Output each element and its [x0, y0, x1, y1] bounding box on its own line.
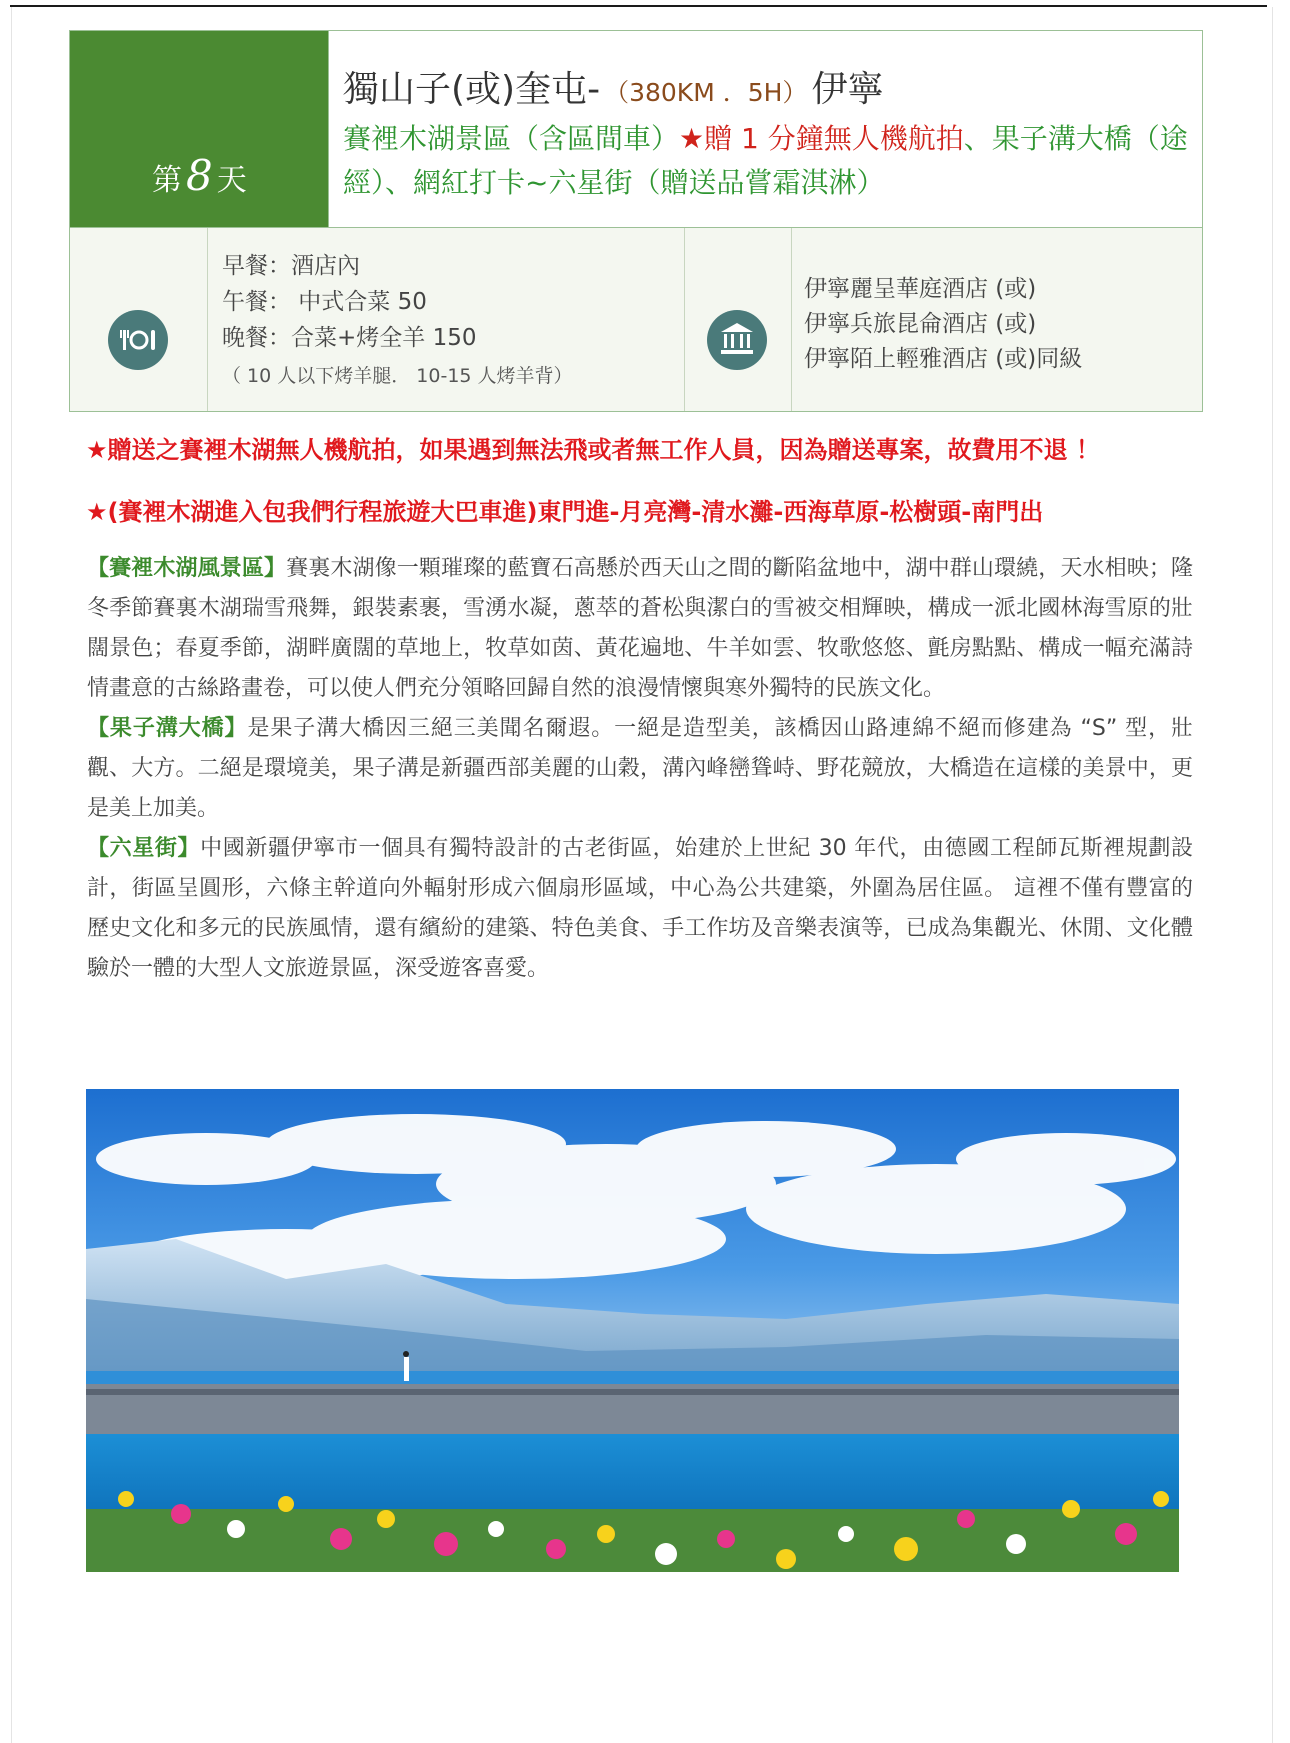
description — [87, 549, 1193, 989]
paragraph-liuxing-street — [87, 829, 1193, 989]
hotels-cell — [792, 228, 1202, 411]
spots-gift: ★贈 1 分鐘無人機航拍 — [679, 122, 964, 155]
paragraph-heading: 【賽裡木湖風景區】 — [87, 556, 287, 581]
meal-lunch: 午餐： 中式合菜 50 — [222, 289, 427, 315]
route-to: 伊寧 — [811, 69, 884, 110]
meal-icon-cell — [70, 228, 208, 411]
page-border-left — [11, 7, 12, 1743]
page-border-right — [1272, 7, 1273, 1743]
day-suffix: 天 — [216, 163, 247, 198]
paragraph-text: 賽裏木湖像一顆璀璨的藍寶石高懸於西天山之間的斷陷盆地中，湖中群山環繞，天水相映；隆冬季節賽裏木湖瑞雪飛舞，銀裝素裹，雪湧水凝，蔥萃的蒼松與潔白的雪被交相輝映，構成一派北國林海雪原的壯闊景色；春夏季節，湖畔廣闊的草地上，牧草如茵、黃花遍地、牛羊如雲、牧歌悠悠、氈房點點、構成一幅充滿詩情畫意的古絲路畫卷，可以使人們充分領略回歸自然的浪漫情懷與寒外獨特的民族文化。 — [87, 556, 1193, 701]
meals-list — [222, 248, 573, 396]
paragraph-sayram-lake — [87, 549, 1193, 709]
day-prefix: 第 — [152, 163, 182, 198]
route-title — [343, 61, 883, 112]
notice-drone: ★贈送之賽裡木湖無人機航拍，如果遇到無法飛或者無工作人員，因為贈送專案，故費用不退 ！ — [86, 436, 1100, 464]
paragraph-heading: 【六星街】 — [87, 836, 201, 861]
paragraph-heading: 【果子溝大橋】 — [87, 716, 248, 741]
day-title-cell — [328, 31, 1202, 227]
paragraph-guozigou-bridge — [87, 709, 1193, 829]
spots-part2: 、果子溝大橋（途經）、網紅打卡~六星街（贈送品嘗霜淇淋） — [343, 122, 1188, 199]
meals-cell — [208, 228, 685, 411]
meal-breakfast: 早餐：酒店內 — [222, 253, 360, 279]
hotel-icon-cell — [685, 228, 792, 411]
route-distance: （380KM ．5H） — [604, 78, 808, 107]
hotel-item: 伊寧陌上輕雅酒店 (或)同級 — [804, 346, 1083, 372]
building-icon — [707, 310, 767, 370]
notice-route: ★(賽裡木湖進入包我們行程旅遊大巴車進)東門進-月亮灣-清水灘-西海草原-松樹頭-南門出 — [86, 498, 1044, 526]
route-from: 獨山子(或)奎屯- — [343, 69, 601, 110]
day-header — [69, 30, 1203, 228]
utensils-icon — [108, 310, 168, 370]
meal-note: （ 10 人以下烤羊腿． 10-15 人烤羊背） — [222, 365, 573, 387]
hotels-list — [804, 272, 1082, 377]
paragraph-text: 是果子溝大橋因三絕三美聞名爾遐。一絕是造型美，該橋因山路連綿不絕而修建為 “S” 型，壯觀、大方。二絕是環境美，果子溝是新疆西部美麗的山穀，溝內峰巒聳峙、野花競放，大橋造在這樣的美景中，更是美上加美。 — [87, 716, 1193, 821]
day-badge — [70, 31, 328, 227]
lake-photo — [86, 1089, 1179, 1572]
meal-dinner: 晚餐：合菜+烤全羊 150 — [222, 325, 477, 351]
spots-part1: 賽裡木湖景區（含區間車） — [343, 122, 680, 155]
top-rule — [10, 5, 1267, 7]
day-number: 8 — [186, 151, 213, 200]
hotel-item: 伊寧兵旅昆侖酒店 (或) — [804, 311, 1037, 337]
paragraph-text: 中國新疆伊寧市一個具有獨特設計的古老街區，始建於上世紀 30 年代，由德國工程師瓦斯裡規劃設計，街區呈圓形，六條主幹道向外輻射形成六個扇形區域，中心為公共建築，外圍為居住區。 這裡不僅有豐富的歷史文化和多元的民族風情，還有繽紛的建築、特色美食、手工作坊及音樂表演等，已成為集觀光、休閒、文化體驗於一體的大型人文旅遊景區，深受遊客喜愛。 — [87, 836, 1193, 981]
hotel-item: 伊寧麗呈華庭酒店 (或) — [804, 276, 1037, 302]
spots-line — [343, 117, 1203, 205]
day-label — [152, 151, 247, 200]
meal-hotel-table — [69, 228, 1203, 412]
